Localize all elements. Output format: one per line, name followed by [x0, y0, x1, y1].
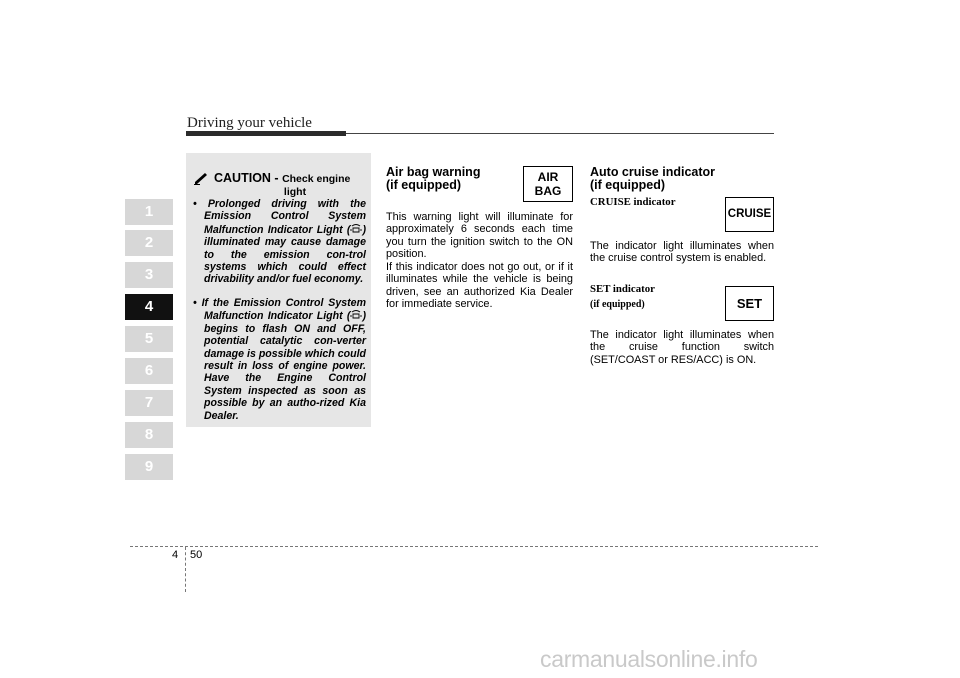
- chapter-tab-1[interactable]: 1: [125, 199, 173, 225]
- airbag-paragraph-1: This warning light will illuminate for approximately 6 seconds each time you turn the ignition switch to the ON position.: [386, 211, 573, 261]
- set-indicator-label-sub: (if equipped): [590, 299, 645, 310]
- cruise-indicator-text: The indicator light illuminates when the cruise control system is enabled.: [590, 240, 774, 265]
- watermark: carmanualsonline.info: [540, 646, 758, 672]
- chapter-tab-4[interactable]: 4: [125, 294, 173, 320]
- caution-heading: [194, 171, 366, 198]
- cruise-title-line1: Auto cruise indicator: [590, 165, 716, 179]
- footer-chapter-number: 4: [172, 549, 179, 561]
- set-indicator-text: The indicator light illuminates when the cruise function switch (SET/COAST or RES/ACC) is ON.: [590, 329, 774, 366]
- caution-bullet-1: • Prolonged driving with the Emission Control System Malfunction Indicator Light ( ) illuminated may cause damage to the emission con-trol systems which could effect drivability and/or fuel economy.: [193, 198, 366, 286]
- airbag-title-line2: (if equipped): [386, 178, 461, 192]
- header-bar: [186, 131, 346, 136]
- caution-bullet-2-text-a: If the Emission Control System Malfunction Indicator Light (: [201, 297, 366, 323]
- header-rule: [346, 133, 774, 134]
- set-indicator-label: SET indicator: [590, 283, 655, 295]
- cruise-section-title: [590, 166, 774, 192]
- footer-divider: [185, 547, 186, 592]
- engine-check-icon: [350, 223, 362, 234]
- pencil-icon: [194, 173, 208, 185]
- caution-subject: Check engine: [282, 173, 351, 185]
- caution-bullet-2: • If the Emission Control System Malfunction Indicator Light ( ) begins to flash ON and OFF, potential catalytic con-verter damage is possible which could result in loss of engine power. Have the Engine Control System inspected as soon as possible by an autho-rized Kia Dealer.: [193, 297, 366, 422]
- caution-bullet-1-text-a: Prolonged driving with the Emission Control System Malfunction Indicator Light (: [204, 198, 366, 236]
- caution-label: CAUTION -: [214, 171, 283, 185]
- chapter-tab-8[interactable]: 8: [125, 422, 173, 448]
- chapter-tab-9[interactable]: 9: [125, 454, 173, 480]
- footer-page-number: 50: [190, 549, 203, 561]
- cruise-indicator-label: CRUISE indicator: [590, 196, 676, 208]
- engine-check-icon: [350, 309, 362, 320]
- airbag-paragraph-2: If this indicator does not go out, or if it illuminates while the vehicle is being driven, see an authorized Kia Dealer for immediate service.: [386, 261, 573, 311]
- chapter-tab-5[interactable]: 5: [125, 326, 173, 352]
- caution-bullet-2-text-b: ) begins to flash ON and OFF, potential catalytic con-verter damage is possible which could result in loss of engine power. Have the Engine Control System inspected as soon as possible by an autho-rized Kia Dealer.: [204, 310, 366, 422]
- airbag-indicator-line2: BAG: [534, 184, 562, 198]
- caution-subject-line2: light: [283, 186, 307, 198]
- chapter-tab-7[interactable]: 7: [125, 390, 173, 416]
- chapter-tab-3[interactable]: 3: [125, 262, 173, 288]
- cruise-title-line2: (if equipped): [590, 178, 665, 192]
- cruise-indicator: CRUISE: [725, 197, 774, 232]
- airbag-indicator: [523, 166, 573, 202]
- airbag-indicator-line1: AIR: [537, 170, 559, 184]
- set-indicator: SET: [725, 286, 774, 321]
- footer-rule: [130, 546, 818, 547]
- airbag-section-title: [386, 166, 516, 192]
- chapter-tab-2[interactable]: 2: [125, 230, 173, 256]
- page-header-title: Driving your vehicle: [187, 115, 312, 131]
- airbag-title-line1: Air bag warning: [386, 165, 481, 179]
- chapter-tab-6[interactable]: 6: [125, 358, 173, 384]
- caution-bullet-1-text-b: ) illuminated may cause damage to the emission con-trol systems which could effect drivability and/or fuel economy.: [204, 223, 366, 286]
